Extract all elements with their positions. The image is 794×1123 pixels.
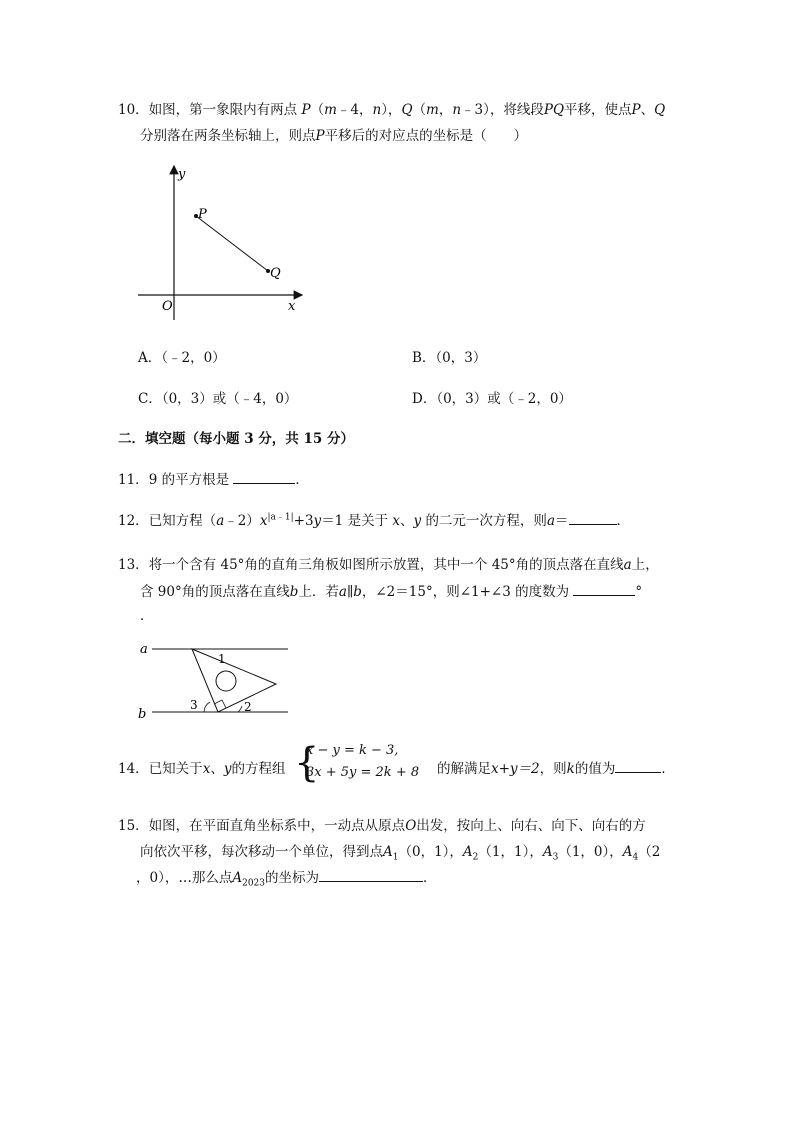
q10-option-c[interactable]: C．（0，3）或（﹣4，0） [138, 391, 298, 407]
q10-option-a[interactable]: A．（﹣2，0） [138, 350, 226, 366]
set-square-hole [216, 671, 236, 691]
q15-line3: ，0），…那么点$A_{2023}$的坐标为 ． [136, 870, 437, 889]
q10-coordinate-figure [136, 160, 316, 320]
angle-2-arc [238, 706, 242, 712]
angle-3-arc [204, 702, 210, 712]
q10-option-b[interactable]: B．（0，3） [412, 350, 487, 366]
q14-lead: 14．已知关于x、y的方程组 [118, 761, 286, 777]
origin-label: O [162, 299, 173, 314]
q13-triangle-figure [134, 636, 294, 722]
q14-tail: 的解满足x+y＝2，则k的值为 ． [437, 761, 675, 777]
q10-line2: 分别落在两条坐标轴上，则点P平移后的对应点的坐标是（ ） [140, 128, 528, 144]
p-label: P [198, 207, 207, 222]
q12: 12．已知方程$(a﹣2)x^{|a﹣1|}+3y=1$ 是关于 x、y 的二元一次方程，则a＝ ． [118, 512, 630, 529]
set-square [192, 649, 276, 712]
q14-answer-blank[interactable] [615, 760, 661, 773]
label-angle-3: 3 [190, 698, 198, 712]
section-heading: 二．填空题（每小题 3 分，共 15 分） [118, 431, 354, 447]
system-brace: { [294, 740, 320, 786]
label-a: a [140, 642, 148, 657]
q-label: Q [270, 266, 281, 281]
q13-answer-blank[interactable] [573, 583, 635, 596]
q11-answer-blank[interactable] [233, 471, 295, 484]
q11: 11．9 的平方根是 ． [118, 472, 309, 488]
y-label: y [178, 167, 186, 182]
segment-pq [196, 216, 268, 271]
x-label: x [288, 299, 296, 314]
label-angle-2: 2 [244, 700, 252, 714]
q13-period: ． [140, 608, 154, 624]
q10-option-d[interactable]: D．（0，3）或（﹣2，0） [412, 391, 572, 407]
label-b: b [138, 707, 147, 722]
q10-line1: 10．如图，第一象限内有两点 P（m﹣4，n），Q（m，n﹣3），将线段PQ平移，使点P、Q [118, 102, 666, 118]
q13-line1: 13．将一个含有 45°角的直角三角板如图所示放置，其中一个 45°角的顶点落在直线a上， [118, 557, 659, 573]
equation-2: 3x + 5y = 2k + 8 [306, 765, 420, 780]
q13-line2: 含 90°角的顶点落在直线b上．若a∥b，∠2＝15°，则∠1+∠3 的度数为 ° [140, 584, 643, 600]
q15-line1: 15．如图，在平面直角坐标系中，一动点从原点O出发，按向上、向右、向下、向右的方 [118, 818, 646, 834]
label-angle-1: 1 [218, 652, 226, 666]
q12-answer-blank[interactable] [569, 512, 617, 525]
q15-answer-blank[interactable] [319, 869, 423, 882]
q15-line2: 向依次平移，每次移动一个单位，得到点$A_1(0$，1），$A_2(1$，1），$A_3(1$，0），$A_4(2$ [140, 844, 661, 863]
equation-1: x − y = k − 3, [306, 743, 399, 758]
